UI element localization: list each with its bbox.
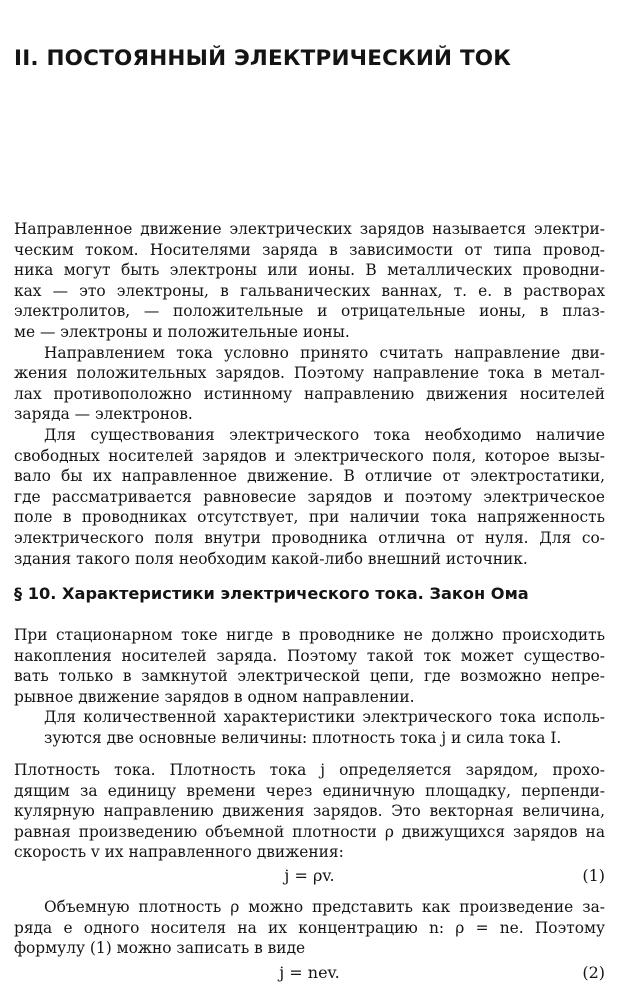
text-line: Направленное движение электрических зарядов называется электри-: [14, 220, 605, 238]
text-line: рывное движение зарядов в одном направлении.: [14, 687, 415, 706]
text-line: здания такого поля необходим какой-либо внешний источник.: [14, 549, 528, 568]
text-line: кулярную направлению движения зарядов. Это векторная величина,: [14, 802, 605, 821]
text-line: зуются две основные величины: плотность тока j и сила тока I.: [44, 728, 562, 747]
text-line: заряда — электронов.: [14, 405, 193, 424]
text-line: лах противоположно истинному направлению движения носителей: [14, 384, 605, 403]
text-line: Для количественной характеристики электрического тока исполь-: [44, 708, 605, 727]
text-line: ческим током. Носителями заряда в зависимости от типа провод-: [14, 240, 605, 259]
text-line: свободных носителей зарядов и электрического поля, которое вызы-: [14, 446, 605, 465]
equation-number: (1): [582, 866, 605, 885]
text-line: ряда e одного носителя на их концентрацию n: ρ = ne. Поэтому: [14, 918, 605, 937]
text-line: ках — это электроны, в гальванических ваннах, т. е. в растворах: [14, 281, 605, 300]
text-line: где рассматривается равновесие зарядов и поэтому электрическое: [14, 487, 605, 506]
text-line: равная произведению объемной плотности ρ движущихся зарядов на: [14, 822, 605, 841]
text-line: Плотность тока. Плотность тока j определяется зарядом, прохо-: [14, 761, 605, 779]
text-line: ме — электроны и положительные ионы.: [14, 322, 350, 341]
chapter-title: II. ПОСТОЯННЫЙ ЭЛЕКТРИЧЕСКИЙ ТОК: [14, 46, 512, 71]
equation-number: (2): [582, 963, 605, 982]
equation-2: [0, 963, 619, 985]
text-line: поле в проводниках отсутствует, при наличии тока напряженность: [14, 508, 605, 527]
intro-text: [14, 219, 605, 569]
equation-formula: j = ρv.: [284, 866, 335, 885]
equation-1: [0, 866, 619, 888]
text-line: Для существования электрического тока необходимо наличие: [44, 425, 605, 444]
text-line: ника могут быть электроны или ионы. В металлических проводни-: [14, 261, 605, 280]
text-line: вало бы их направленное движение. В отличие от электростатики,: [14, 467, 605, 486]
text-line: вать только в замкнутой электрической цепи, где возможно непре-: [14, 667, 605, 686]
equation-formula: j = nev.: [279, 963, 340, 982]
section-heading: § 10. Характеристики электрического тока. Закон Ома: [14, 584, 529, 603]
text-line: Направлением тока условно принято считать направление дви-: [44, 343, 605, 362]
section-text: [14, 625, 605, 749]
text-line: электролитов, — положительные и отрицательные ионы, в плаз-: [14, 302, 605, 321]
text-line: Объемную плотность ρ можно представить как произведение за-: [44, 898, 605, 916]
text-line: дящим за единицу времени через единичную площадку, перпенди-: [14, 781, 605, 800]
density-text: [14, 760, 605, 863]
text-line: жения положительных зарядов. Поэтому направление тока в метал-: [14, 364, 605, 383]
text-line: скорость v их направленного движения:: [14, 843, 344, 862]
text-line: электрического поля внутри проводника отлична от нуля. Для со-: [14, 528, 605, 547]
text-line: При стационарном токе нигде в проводнике не должно происходить: [14, 626, 605, 644]
after-equation-text: [14, 897, 605, 959]
text-line: формулу (1) можно записать в виде: [14, 939, 306, 958]
text-line: накопления носителей заряда. Поэтому такой ток может существо-: [14, 646, 605, 665]
